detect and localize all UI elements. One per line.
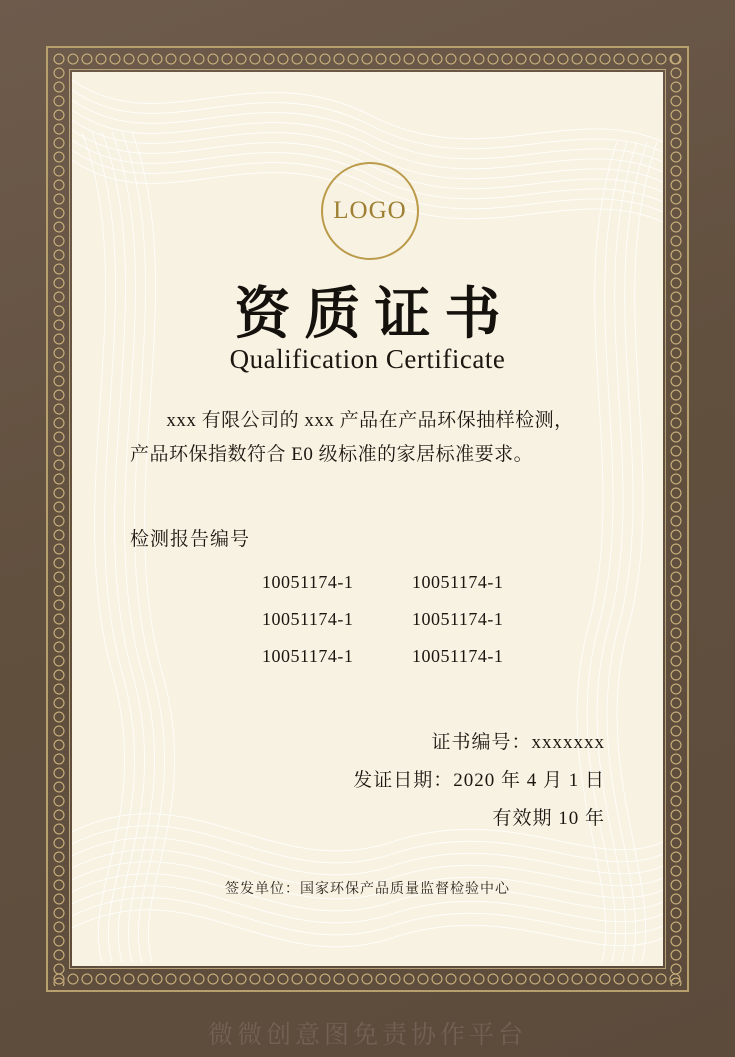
report-number-label: 检测报告编号 [130, 529, 251, 550]
table-row [262, 601, 562, 638]
logo-label: LOGO [333, 197, 407, 224]
report-number-cell: 10051174-1 [412, 646, 504, 666]
body-text-line-1: xxx 有限公司的 xxx 产品在产品环保抽样检测， [166, 410, 574, 431]
report-number-table [262, 564, 562, 675]
watermark-text: 微微创意图免责协作平台 [207, 1022, 527, 1049]
certificate-paper [72, 72, 663, 966]
validity-period: 有效期 10 年 [492, 808, 605, 829]
body-text-line-2: 产品环保指数符合 E0 级标准的家居标准要求。 [130, 444, 534, 465]
report-number-cell: 10051174-1 [262, 572, 354, 592]
certificate-content [72, 72, 663, 966]
frame-chain-top [52, 52, 683, 66]
frame-chain-right [669, 52, 683, 986]
report-number-cell: 10051174-1 [262, 646, 354, 666]
report-number-cell: 10051174-1 [412, 609, 504, 629]
issue-date: 发证日期：2020 年 4 月 1 日 [353, 770, 605, 791]
logo-placeholder [321, 162, 419, 260]
certificate-number: 证书编号：xxxxxxx [431, 732, 605, 753]
page-title-chinese: 资质证书 [234, 284, 515, 346]
page-title-english: Qualification Certificate [229, 344, 506, 374]
table-row [262, 564, 562, 601]
frame-chain-left [52, 52, 66, 986]
report-number-cell: 10051174-1 [412, 572, 504, 592]
issuing-authority: 签发单位：国家环保产品质量监督检验中心 [225, 882, 510, 897]
frame-chain-bottom [52, 972, 683, 986]
table-row [262, 638, 562, 675]
report-number-cell: 10051174-1 [262, 609, 354, 629]
